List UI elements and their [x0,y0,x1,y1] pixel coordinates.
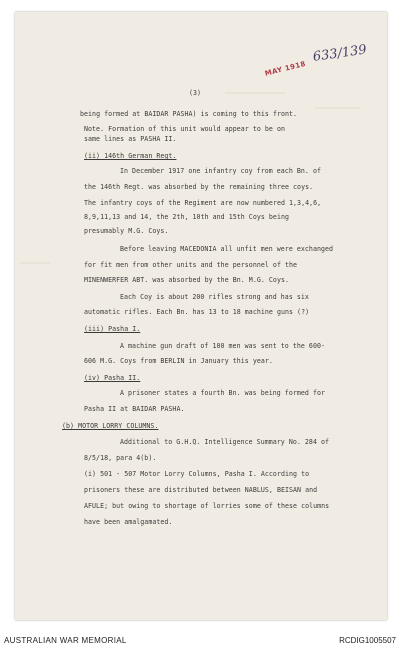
page-number: (3) [189,89,202,97]
text-line: being formed at BAIDAR PASHA) is coming to this front. [80,110,298,118]
text-line: the 146th Regt. was absorbed by the remaining three coys. [84,183,314,191]
text-line: same lines as PASHA II. [84,135,177,143]
text-line: prisoners these are distributed between NABLUS, BEISAN and [84,486,318,494]
text-line: MINENWERFER ABT. was absorbed by the Bn. M.G. Coys. [84,276,290,284]
text-line: A prisoner states a fourth Bn. was being formed for [120,389,326,397]
text-line: 606 M.G. Coys from BERLIN in January this year. [84,357,273,365]
text-line: Pasha II at BAIDAR PASHA. [84,405,185,413]
document-page [15,12,387,620]
text-line: A machine gun draft of 100 men was sent to the 600- [120,342,326,350]
text-line: Additional to G.H.Q. Intelligence Summary No. 284 of [120,438,330,446]
text-line: Each Coy is about 200 rifles strong and has six [120,293,309,301]
text-line: presumably M.G. Coys. [84,227,169,235]
text-line: (i) 501 - 507 Motor Lorry Columns, Pasha I. According to [84,470,310,478]
text-line: In December 1917 one infantry coy from each Bn. of [120,167,321,175]
handwritten-reference: 633/139 [312,42,368,65]
record-id: RCDIG1005507 [339,636,396,645]
text-line: 8/5/18, para 4(b). [84,454,157,462]
text-line: Before leaving MACEDONIA all unfit men were exchanged [120,245,334,253]
text-line: have been amalgamated. [84,518,173,526]
section-heading: (b) MOTOR LORRY COLUMNS. [62,422,159,430]
section-heading: (iv) Pasha II. [84,374,141,382]
text-line: for fit men from other units and the personnel of the [84,261,298,269]
section-heading: (ii) 146th German Regt. [84,152,177,160]
archive-name: AUSTRALIAN WAR MEMORIAL [4,636,127,645]
text-line: 8,9,11,13 and 14, the 2th, 10th and 15th Coys being [84,213,290,221]
date-stamp: MAY 1918 [264,59,307,78]
bleed-through-mark [315,107,360,109]
text-line: automatic rifles. Each Bn. has 13 to 18 machine guns (?) [84,308,310,316]
text-line: The infantry coys of the Regiment are now numbered 1,3,4,6, [84,199,322,207]
text-line: AFULE; but owing to shortage of lorries some of these columns [84,502,330,510]
text-line: Note. Formation of this unit would appear to be on [84,125,285,133]
bleed-through-mark [225,92,285,94]
footer-bar [0,630,402,654]
bleed-through-mark [20,262,50,264]
section-heading: (iii) Pasha I. [84,325,141,333]
